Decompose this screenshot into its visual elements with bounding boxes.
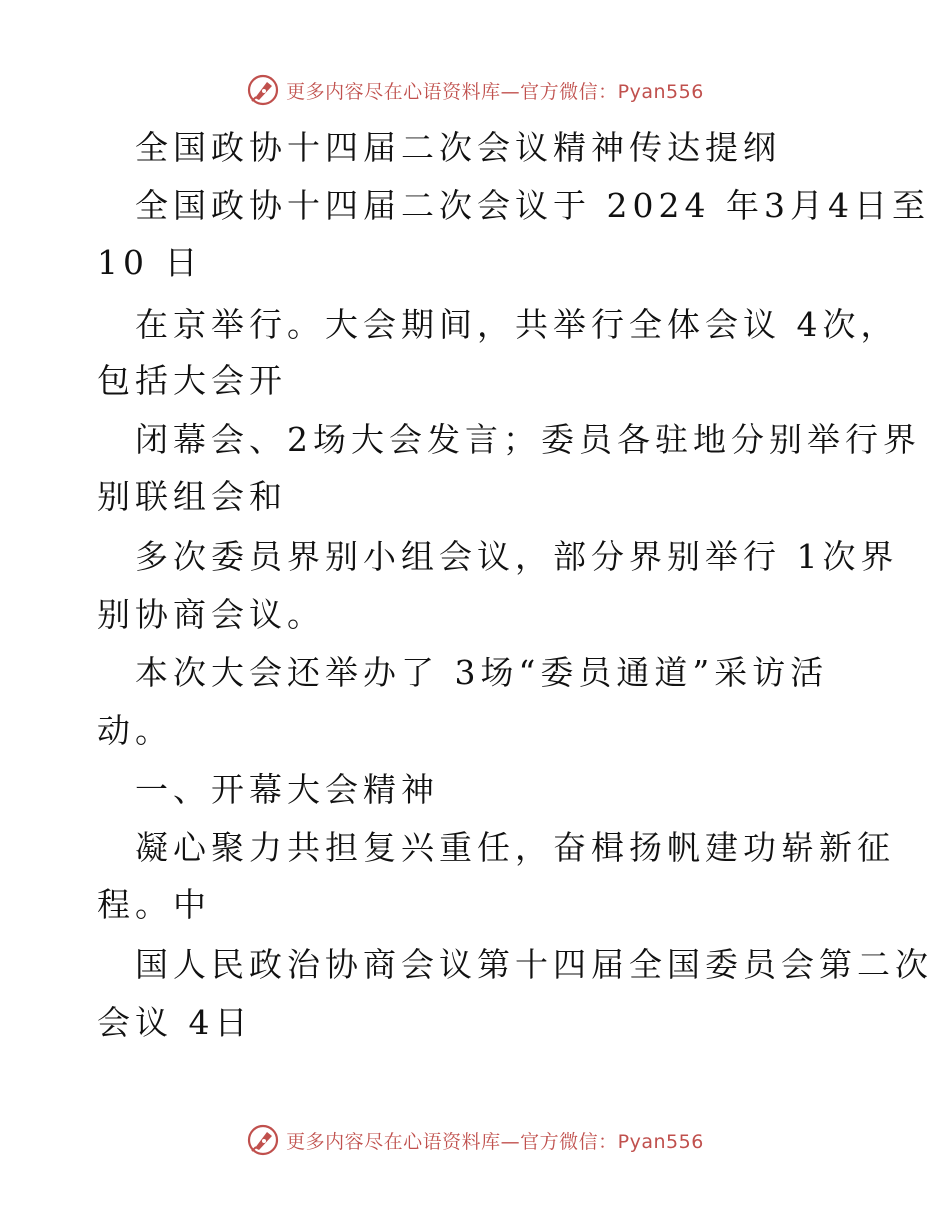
paragraph-line: 在京举行。大会期间，共举行全体会议 4次， [135, 305, 899, 344]
pen-nib-logo-icon [246, 73, 280, 107]
paragraph-line: 别联组会和 [97, 477, 287, 516]
paragraph-line: 程。中 [97, 885, 211, 924]
paragraph-line: 国人民政治协商会议第十四届全国委员会第二次 [135, 945, 933, 984]
watermark-footer [0, 1120, 950, 1160]
paragraph-line: 全国政协十四届二次会议于 2024 年3月4日至 [135, 186, 930, 225]
paragraph-line: 闭幕会、2场大会发言；委员各驻地分别举行界 [135, 420, 921, 459]
paragraph-line: 包括大会开 [97, 361, 287, 400]
watermark-text: 更多内容尽在心语资料库—官方微信：Pyan556 [286, 1130, 704, 1153]
paragraph-line: 10 日 [97, 243, 203, 282]
paragraph-line: 多次委员界别小组会议，部分界别举行 1次界 [135, 537, 899, 576]
paragraph-line: 本次大会还举办了 3场“委员通道”采访活 [135, 653, 829, 692]
watermark-text: 更多内容尽在心语资料库—官方微信：Pyan556 [286, 80, 704, 103]
paragraph-line: 会议 4日 [97, 1003, 253, 1042]
pen-nib-logo-icon [246, 1123, 280, 1157]
paragraph-line: 动。 [97, 711, 173, 750]
paragraph-line: 凝心聚力共担复兴重任，奋楫扬帆建功崭新征 [135, 828, 895, 867]
paragraph-line: 别协商会议。 [97, 595, 325, 634]
document-title: 全国政协十四届二次会议精神传达提纲 [135, 128, 781, 167]
section-heading: 一、开幕大会精神 [135, 770, 439, 809]
watermark-header [0, 70, 950, 110]
